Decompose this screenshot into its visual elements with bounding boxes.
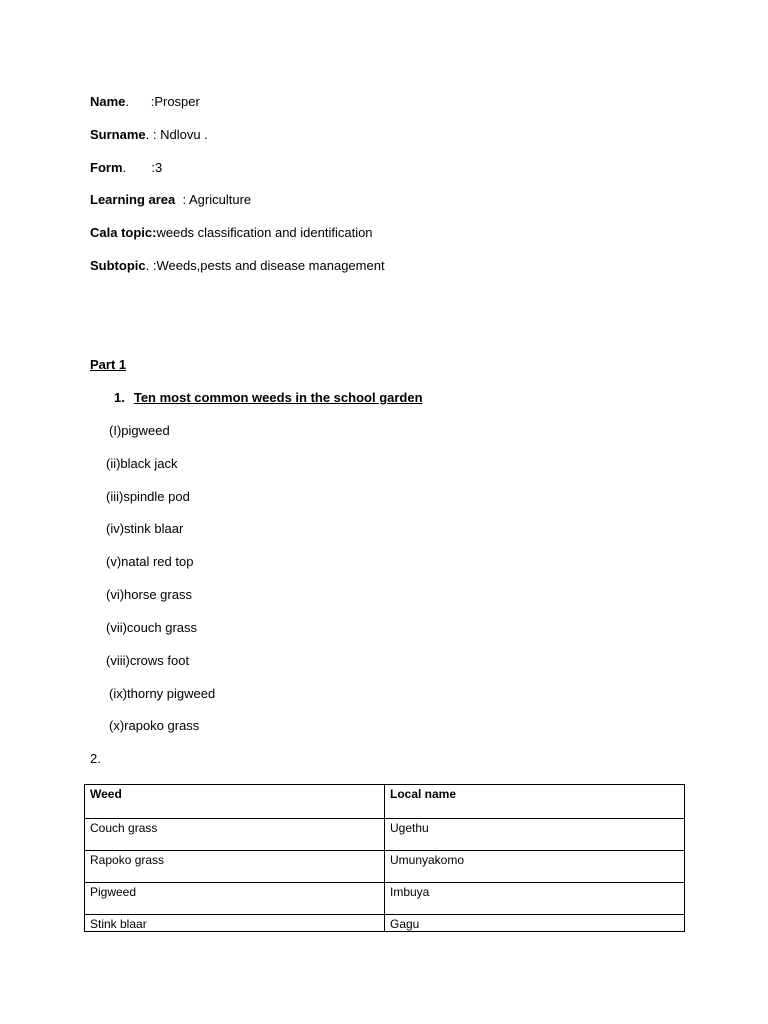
weed-list-item: (ix)thorny pigweed xyxy=(109,686,216,701)
surname-value: . : Ndlovu . xyxy=(145,127,208,142)
weed-cell: Stink blaar xyxy=(85,915,385,932)
subtopic-value: . :Weeds,pests and disease management xyxy=(145,258,385,273)
question-2-number: 2. xyxy=(90,751,101,766)
surname-label: Surname xyxy=(90,127,146,142)
subtopic-line xyxy=(90,258,385,274)
weed-list-item: (viii)crows foot xyxy=(106,653,190,668)
local-name-cell: Umunyakomo xyxy=(385,851,685,883)
table-row xyxy=(85,819,685,851)
weed-list-item: (iii)spindle pod xyxy=(106,489,190,504)
weed-list-item: (ii)black jack xyxy=(106,456,178,471)
form-value: . :3 xyxy=(122,160,163,175)
header-local-name: Local name xyxy=(385,785,685,819)
weed-list-item: (x)rapoko grass xyxy=(109,718,200,733)
weed-cell: Couch grass xyxy=(85,819,385,851)
table-header-row xyxy=(85,785,685,819)
weed-list-item: (vii)couch grass xyxy=(106,620,198,635)
name-line xyxy=(90,94,200,110)
name-label: Name xyxy=(90,94,126,109)
weed-cell: Pigweed xyxy=(85,883,385,915)
table-row xyxy=(85,851,685,883)
name-value: . :Prosper xyxy=(125,94,200,109)
weed-list-item: (vi)horse grass xyxy=(106,587,192,602)
local-name-cell: Ugethu xyxy=(385,819,685,851)
subtopic-label: Subtopic xyxy=(90,258,146,273)
question-1-number: 1. xyxy=(114,390,125,405)
cala-topic-value: weeds classification and identification xyxy=(156,225,373,240)
header-weed: Weed xyxy=(85,785,385,819)
form-label: Form xyxy=(90,160,123,175)
surname-line xyxy=(90,127,208,143)
table-row xyxy=(85,883,685,915)
learning-area-value: : Agriculture xyxy=(175,192,252,207)
cala-topic-label: Cala topic: xyxy=(90,225,157,240)
weed-cell: Rapoko grass xyxy=(85,851,385,883)
weed-list-item: (I)pigweed xyxy=(109,423,170,438)
weed-list-item: (v)natal red top xyxy=(106,554,194,569)
learning-area-label: Learning area xyxy=(90,192,176,207)
question-1 xyxy=(114,390,423,406)
cala-topic-line xyxy=(90,225,373,241)
weed-list-item: (iv)stink blaar xyxy=(106,521,184,536)
part-heading: Part 1 xyxy=(90,357,127,372)
learning-area-line xyxy=(90,192,251,208)
local-name-cell: Imbuya xyxy=(385,883,685,915)
question-1-title: Ten most common weeds in the school garden xyxy=(133,390,423,405)
table-row xyxy=(85,915,685,932)
form-line xyxy=(90,160,162,176)
local-name-cell: Gagu xyxy=(385,915,685,932)
weeds-local-names-table xyxy=(84,784,685,932)
